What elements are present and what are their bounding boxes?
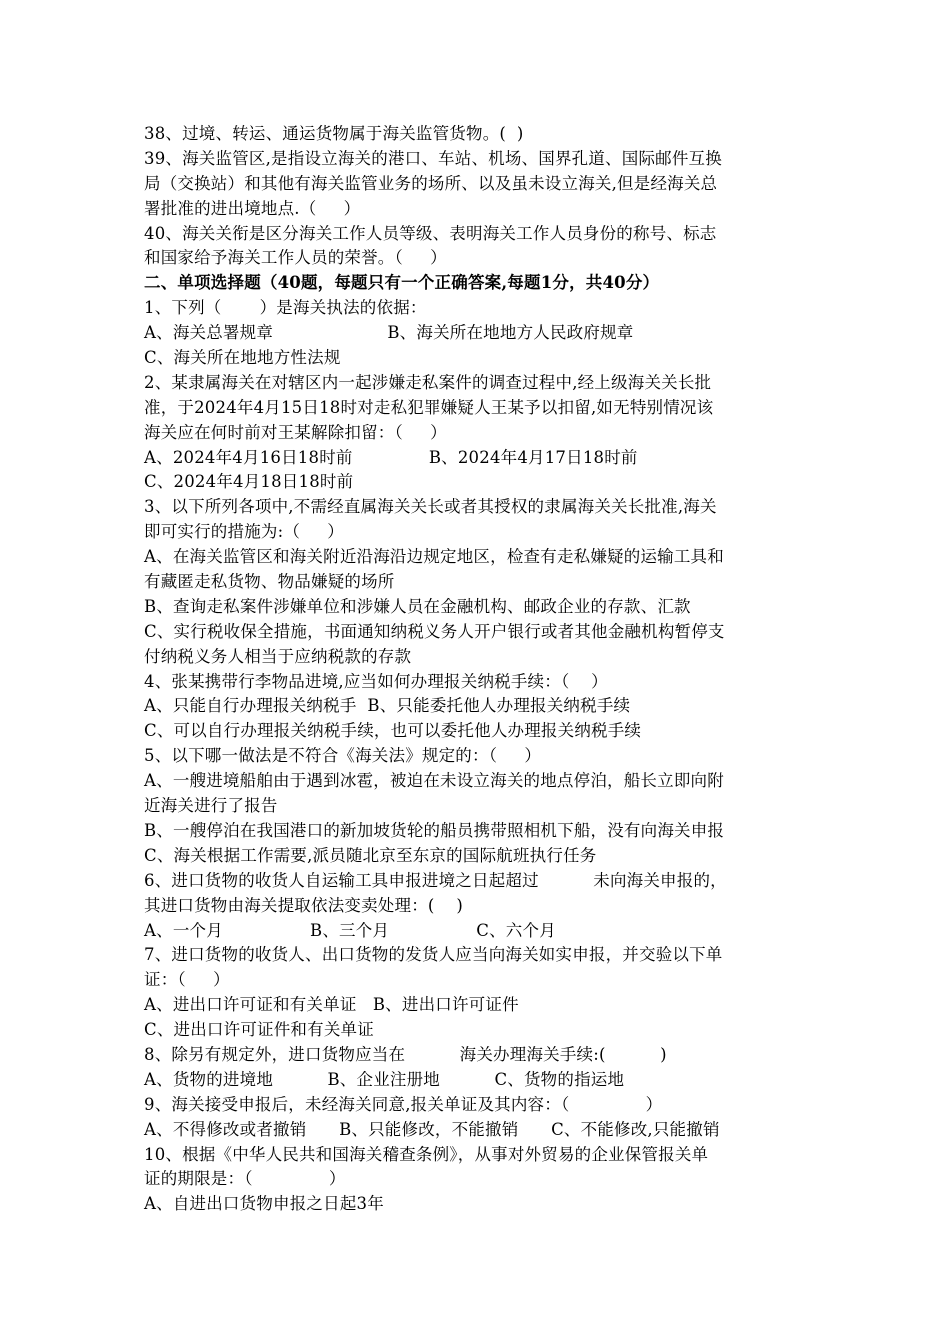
text-line: 证的期限是：（ ）: [144, 1169, 346, 1189]
document-body: [144, 122, 816, 1217]
text-line: 署批准的进出境地点.（ ）: [144, 198, 361, 218]
text-line: 近海关进行了报告: [144, 796, 278, 816]
text-line: 7、进口货物的收货人、出口货物的发货人应当向海关如实申报，并交验以下单: [144, 945, 723, 965]
text-line: 海关应在何时前对王某解除扣留：（ ）: [144, 422, 447, 442]
text-line: A、海关总署规章 B、海关所在地地方人民政府规章: [144, 323, 634, 343]
text-line: C、实行税收保全措施，书面通知纳税义务人开户银行或者其他金融机构暂停支: [144, 621, 725, 641]
text-line: A、2024年4月16日18时前 B、2024年4月17日18时前: [144, 447, 638, 467]
text-line: B、查询走私案件涉嫌单位和涉嫌人员在金融机构、邮政企业的存款、汇款: [144, 596, 691, 616]
text-line: C、2024年4月18日18时前: [144, 472, 354, 492]
text-line: A、不得修改或者撤销 B、只能修改，不能撤销 C、不能修改,只能撤销: [144, 1119, 720, 1139]
text-line: 6、进口货物的收货人自运输工具申报进境之日起超过 未向海关申报的，: [144, 870, 727, 890]
text-line: A、在海关监管区和海关附近沿海沿边规定地区，检查有走私嫌疑的运输工具和: [144, 547, 724, 567]
text-line: 和国家给予海关工作人员的荣誉。（ ）: [144, 248, 447, 268]
text-line: A、只能自行办理报关纳税手 B、只能委托他人办理报关纳税手续: [144, 696, 631, 716]
text-line: C、可以自行办理报关纳税手续，也可以委托他人办理报关纳税手续: [144, 721, 642, 741]
text-line: 39、海关监管区,是指设立海关的港口、车站、机场、国界孔道、国际邮件互换: [144, 148, 722, 168]
text-line: A、进出口许可证和有关单证 B、进出口许可证件: [144, 995, 519, 1015]
text-line: C、海关根据工作需要,派员随北京至东京的国际航班执行任务: [144, 845, 597, 865]
text-line: 其进口货物由海关提取依法变卖处理：( ): [144, 895, 463, 915]
text-line: 38、过境、转运、通运货物属于海关监管货物。( ): [144, 124, 524, 143]
text-line: 9、海关接受申报后，未经海关同意,报关单证及其内容：（ ）: [144, 1094, 663, 1114]
text-line: 1、下列（ ）是海关执法的依据：: [144, 298, 427, 318]
text-line: 8、除另有规定外，进口货物应当在 海关办理海关手续:( ): [144, 1044, 667, 1064]
text-line: A、一艘进境船舶由于遇到冰雹，被迫在未设立海关的地点停泊，船长立即向附: [144, 771, 724, 791]
text-line: A、自进出口货物申报之日起3年: [144, 1194, 384, 1214]
text-line: 3、以下所列各项中,不需经直属海关关长或者其授权的隶属海关关长批准,海关: [144, 497, 717, 517]
text-line: 证：（ ）: [144, 970, 230, 990]
text-line: 即可实行的措施为:（ ）: [144, 522, 344, 542]
text-line: 有藏匿走私货物、物品嫌疑的场所: [144, 572, 395, 592]
text-line: C、进出口许可证件和有关单证: [144, 1020, 374, 1040]
text-line: C、海关所在地地方性法规: [144, 348, 341, 368]
text-line: 付纳税义务人相当于应纳税款的存款: [144, 646, 412, 666]
text-line: A、一个月 B、三个月 C、六个月: [144, 920, 556, 940]
text-line: B、一艘停泊在我国港口的新加坡货轮的船员携带照相机下船，没有向海关申报: [144, 820, 725, 840]
text-line: 局（交换站）和其他有海关监管业务的场所、以及虽未设立海关,但是经海关总: [144, 173, 718, 193]
text-line: 4、张某携带行李物品进境,应当如何办理报关纳税手续：（ ）: [144, 671, 608, 691]
text-line: 2、某隶属海关在对辖区内一起涉嫌走私案件的调查过程中,经上级海关关长批: [144, 372, 712, 392]
text-line: A、货物的进境地 B、企业注册地 C、货物的指运地: [144, 1069, 625, 1089]
text-line: 40、海关关衔是区分海关工作人员等级、表明海关工作人员身份的称号、标志: [144, 223, 717, 243]
text-line: 5、以下哪一做法是不符合《海关法》规定的：（ ）: [144, 746, 542, 766]
text-line: 准，于2024年4月15日18时对走私犯罪嫌疑人王某予以扣留,如无特别情况该: [144, 397, 714, 417]
section-heading: 二、单项选择题（40题，每题只有一个正确答案,每题1分，共40分）: [144, 273, 660, 293]
text-line: 10、根据《中华人民共和国海关稽查条例》，从事对外贸易的企业保管报关单: [144, 1144, 709, 1164]
